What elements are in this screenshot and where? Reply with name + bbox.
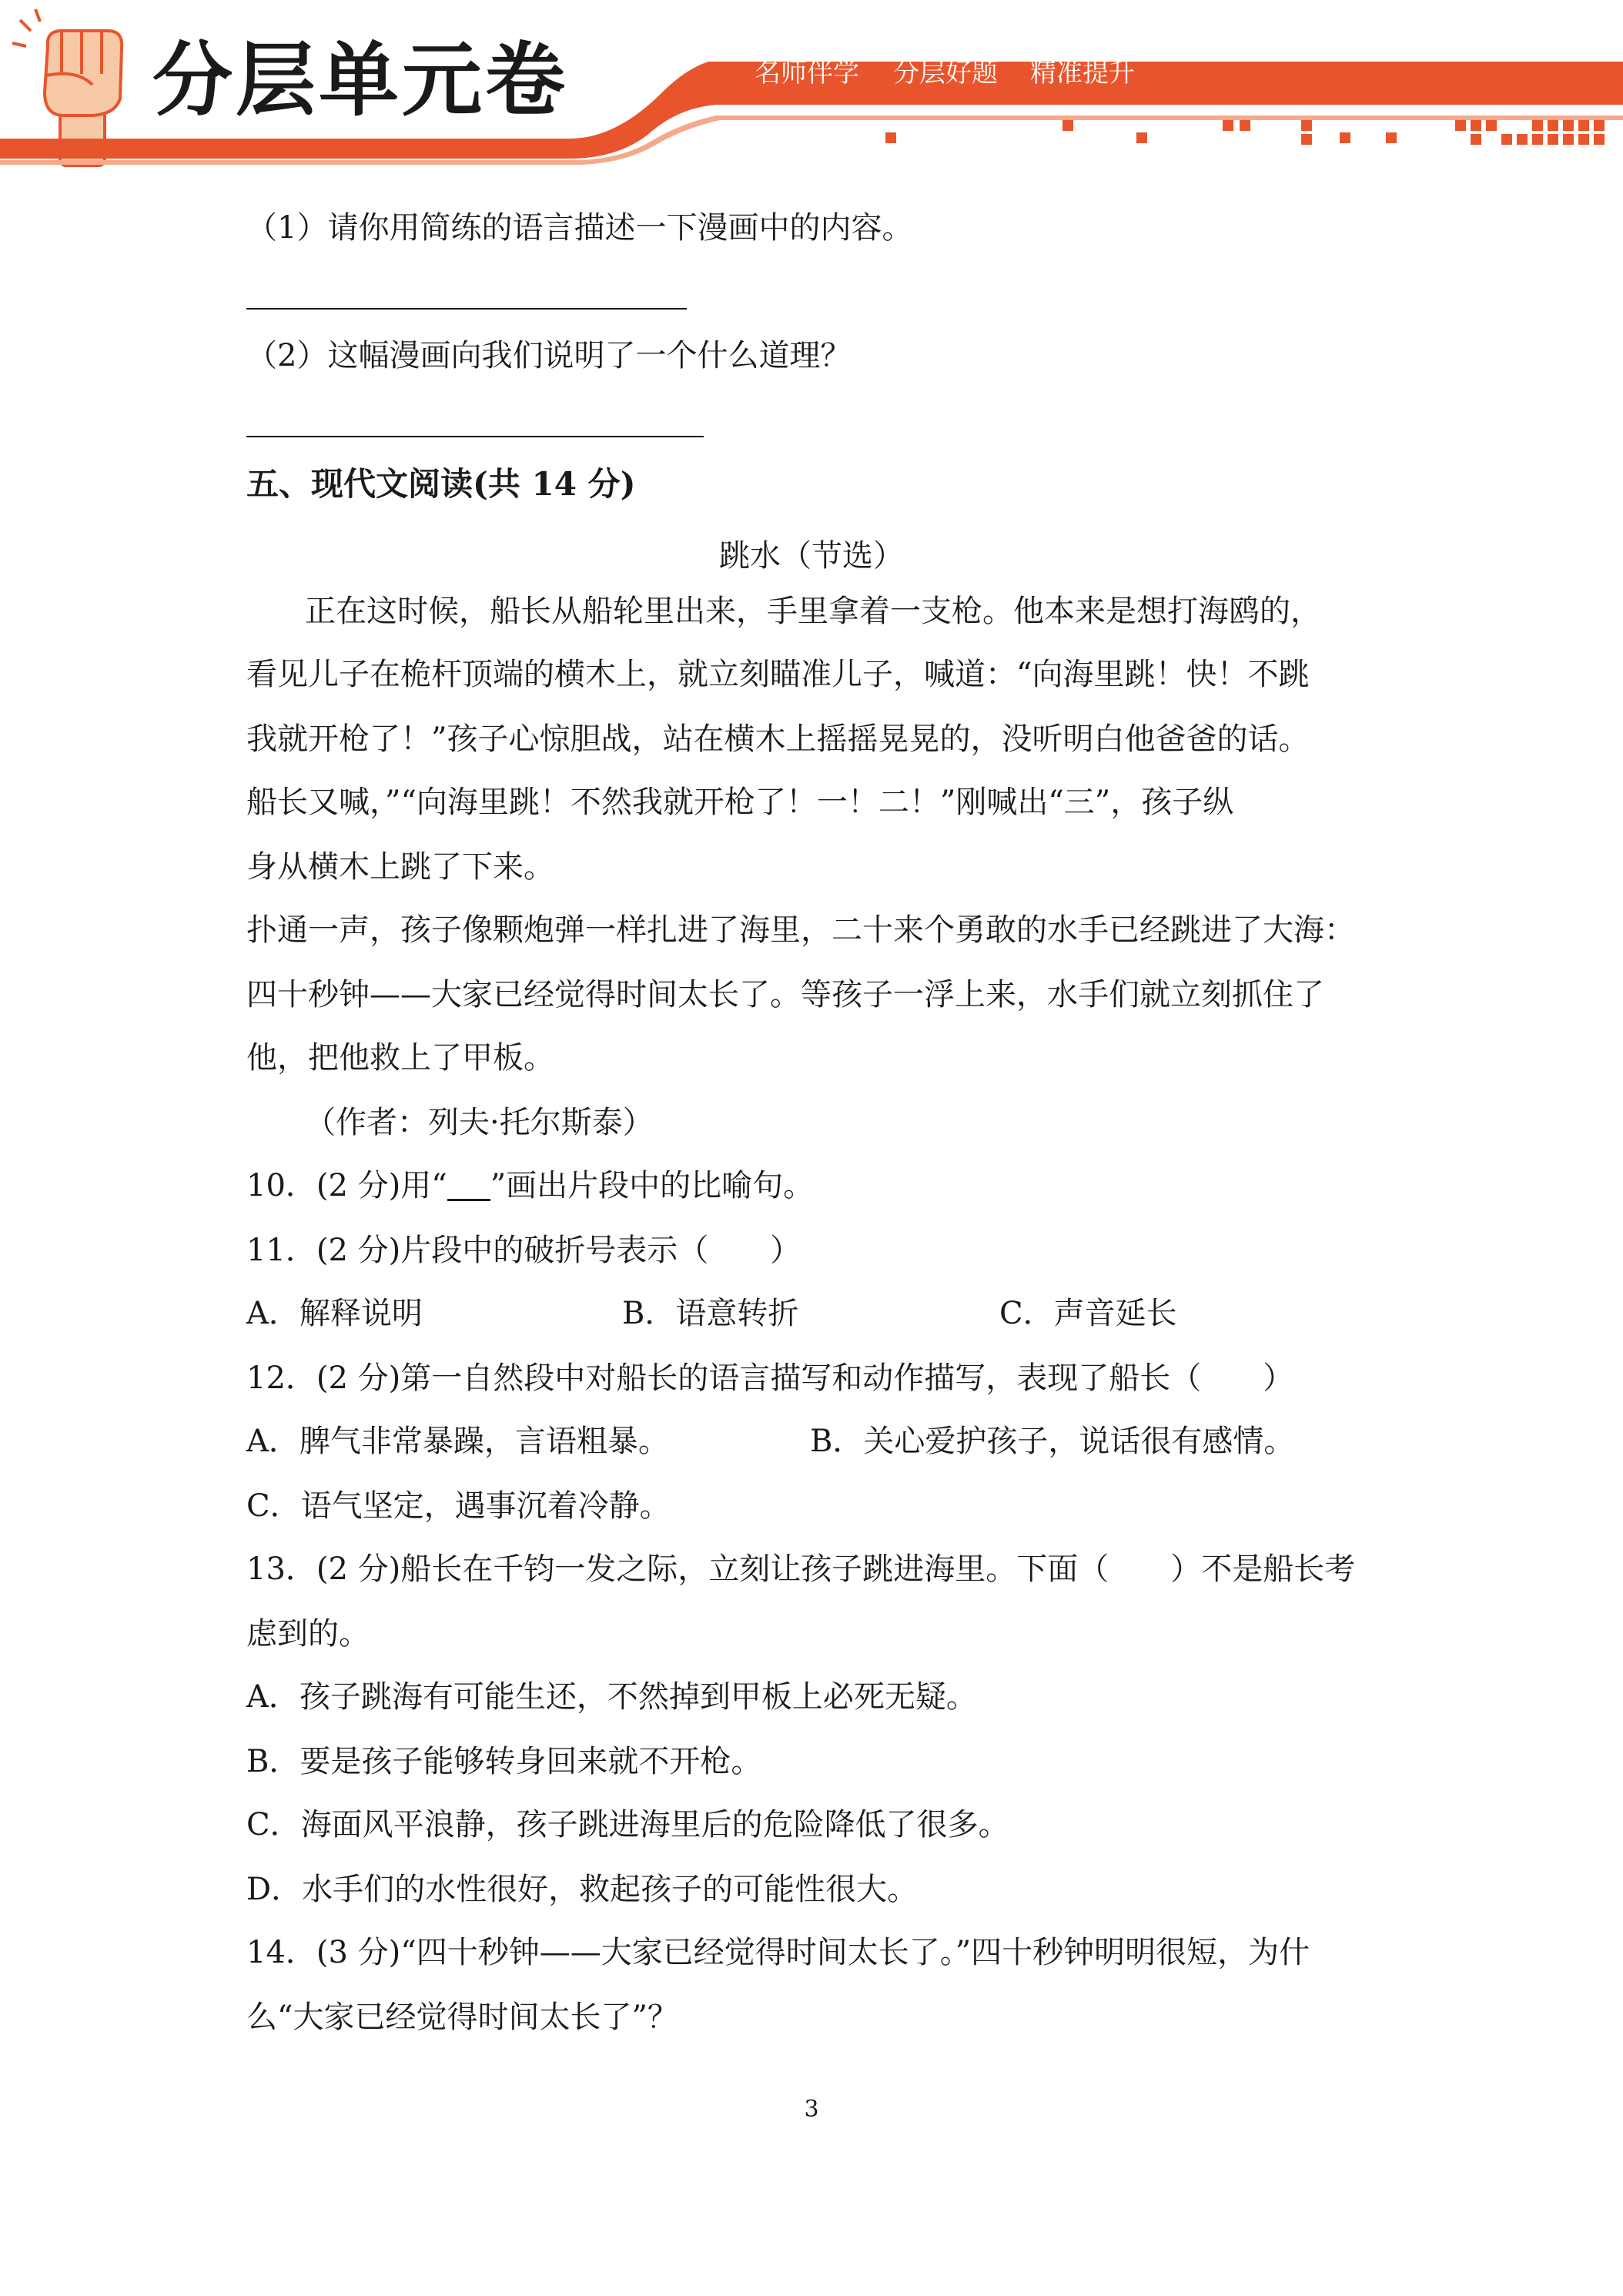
q13-option-c[interactable]: C．海面风平浪静，孩子跳进海里后的危险降低了很多。 [246,1807,1009,1842]
passage-line: 四十秒钟——大家已经觉得时间太长了。等孩子一浮上来，水手们就立刻抓住了 [246,977,1324,1012]
passage-line: 扑通一声，孩子像颗炮弹一样扎进了海里，二十来个勇敢的水手已经跳进了大海： [246,912,1355,948]
q13-option-a[interactable]: A．孩子跳海有可能生还，不然掉到甲板上必死无疑。 [246,1679,977,1715]
question-12-stem: 12．(2 分)第一自然段中对船长的语言描写和动作描写，表现了船长（ ） [246,1361,1294,1396]
answer-line-1[interactable] [246,308,687,310]
q11-option-a[interactable]: A．解释说明 [246,1296,423,1331]
page-header [0,0,1623,177]
q13-option-b[interactable]: B．要是孩子能够转身回来就不开枪。 [246,1744,762,1779]
slogan-3: 精准提升 [1030,58,1135,89]
question-2-text: （2）这幅漫画向我们说明了一个什么道理？ [246,338,852,373]
q10-text-before: 10．(2 分)用“ [246,1168,447,1203]
passage-line: 船长又喊，”“向海里跳！不然我就开枪了！一！二！”刚喊出“三”，孩子纵 [246,785,1234,820]
question-14-stem: 14．(3 分)“四十秒钟——大家已经觉得时间太长了。”四十秒钟明明很短，为什 [246,1935,1310,1970]
answer-line-2[interactable] [246,436,704,437]
q12-option-c[interactable]: C．语气坚定，遇事沉着冷静。 [246,1488,671,1524]
passage-line: 身从横木上跳了下来。 [246,849,554,885]
brand-title: 分层单元卷 [152,33,569,127]
decorative-pixels [885,120,1605,145]
q10-text-after: ”画出片段中的比喻句。 [490,1168,815,1203]
passage-line: 他，把他救上了甲板。 [246,1040,554,1076]
passage-line: 我就开枪了！”孩子心惊胆战，站在横木上摇摇晃晃的，没听明白他爸爸的话。 [246,721,1310,757]
question-14-stem-cont: 么“大家已经觉得时间太长了”？ [246,2000,678,2035]
passage-title: 跳水（节选） [719,538,904,574]
question-13-stem: 13．(2 分)船长在千钧一发之际，立刻让孩子跳进海里。下面（ ）不是船长考 [246,1551,1356,1587]
passage-line: 看见儿子在桅杆顶端的横木上，就立刻瞄准儿子，喊道：“向海里跳！快！不跳 [246,657,1310,692]
slogan-2: 分层好题 [893,58,998,89]
section-heading: 五、现代文阅读(共 14 分) [246,465,636,503]
q12-option-b[interactable]: B．关心爱护孩子，说话很有感情。 [810,1424,1295,1459]
slogan-1: 名师伴学 [755,58,859,89]
passage-line: 正在这时候，船长从船轮里出来，手里拿着一支枪。他本来是想打海鸥的， [305,594,1321,629]
question-13-stem-cont: 虑到的。 [246,1616,370,1652]
page-number: 3 [804,2096,819,2123]
q12-option-a[interactable]: A．脾气非常暴躁，言语粗暴。 [246,1424,669,1459]
underline-mark [447,1176,490,1201]
question-10 [246,1170,814,1201]
q11-option-c[interactable]: C．声音延长 [999,1296,1177,1331]
passage-author: （作者：列夫·托尔斯泰） [305,1105,654,1140]
question-11-stem: 11．(2 分)片段中的破折号表示（ ） [246,1233,801,1268]
q11-option-b[interactable]: B．语意转折 [622,1296,799,1331]
q13-option-d[interactable]: D．水手们的水性很好，救起孩子的可能性很大。 [246,1872,919,1907]
question-1-text: （1）请你用简练的语言描述一下漫画中的内容。 [246,210,913,246]
